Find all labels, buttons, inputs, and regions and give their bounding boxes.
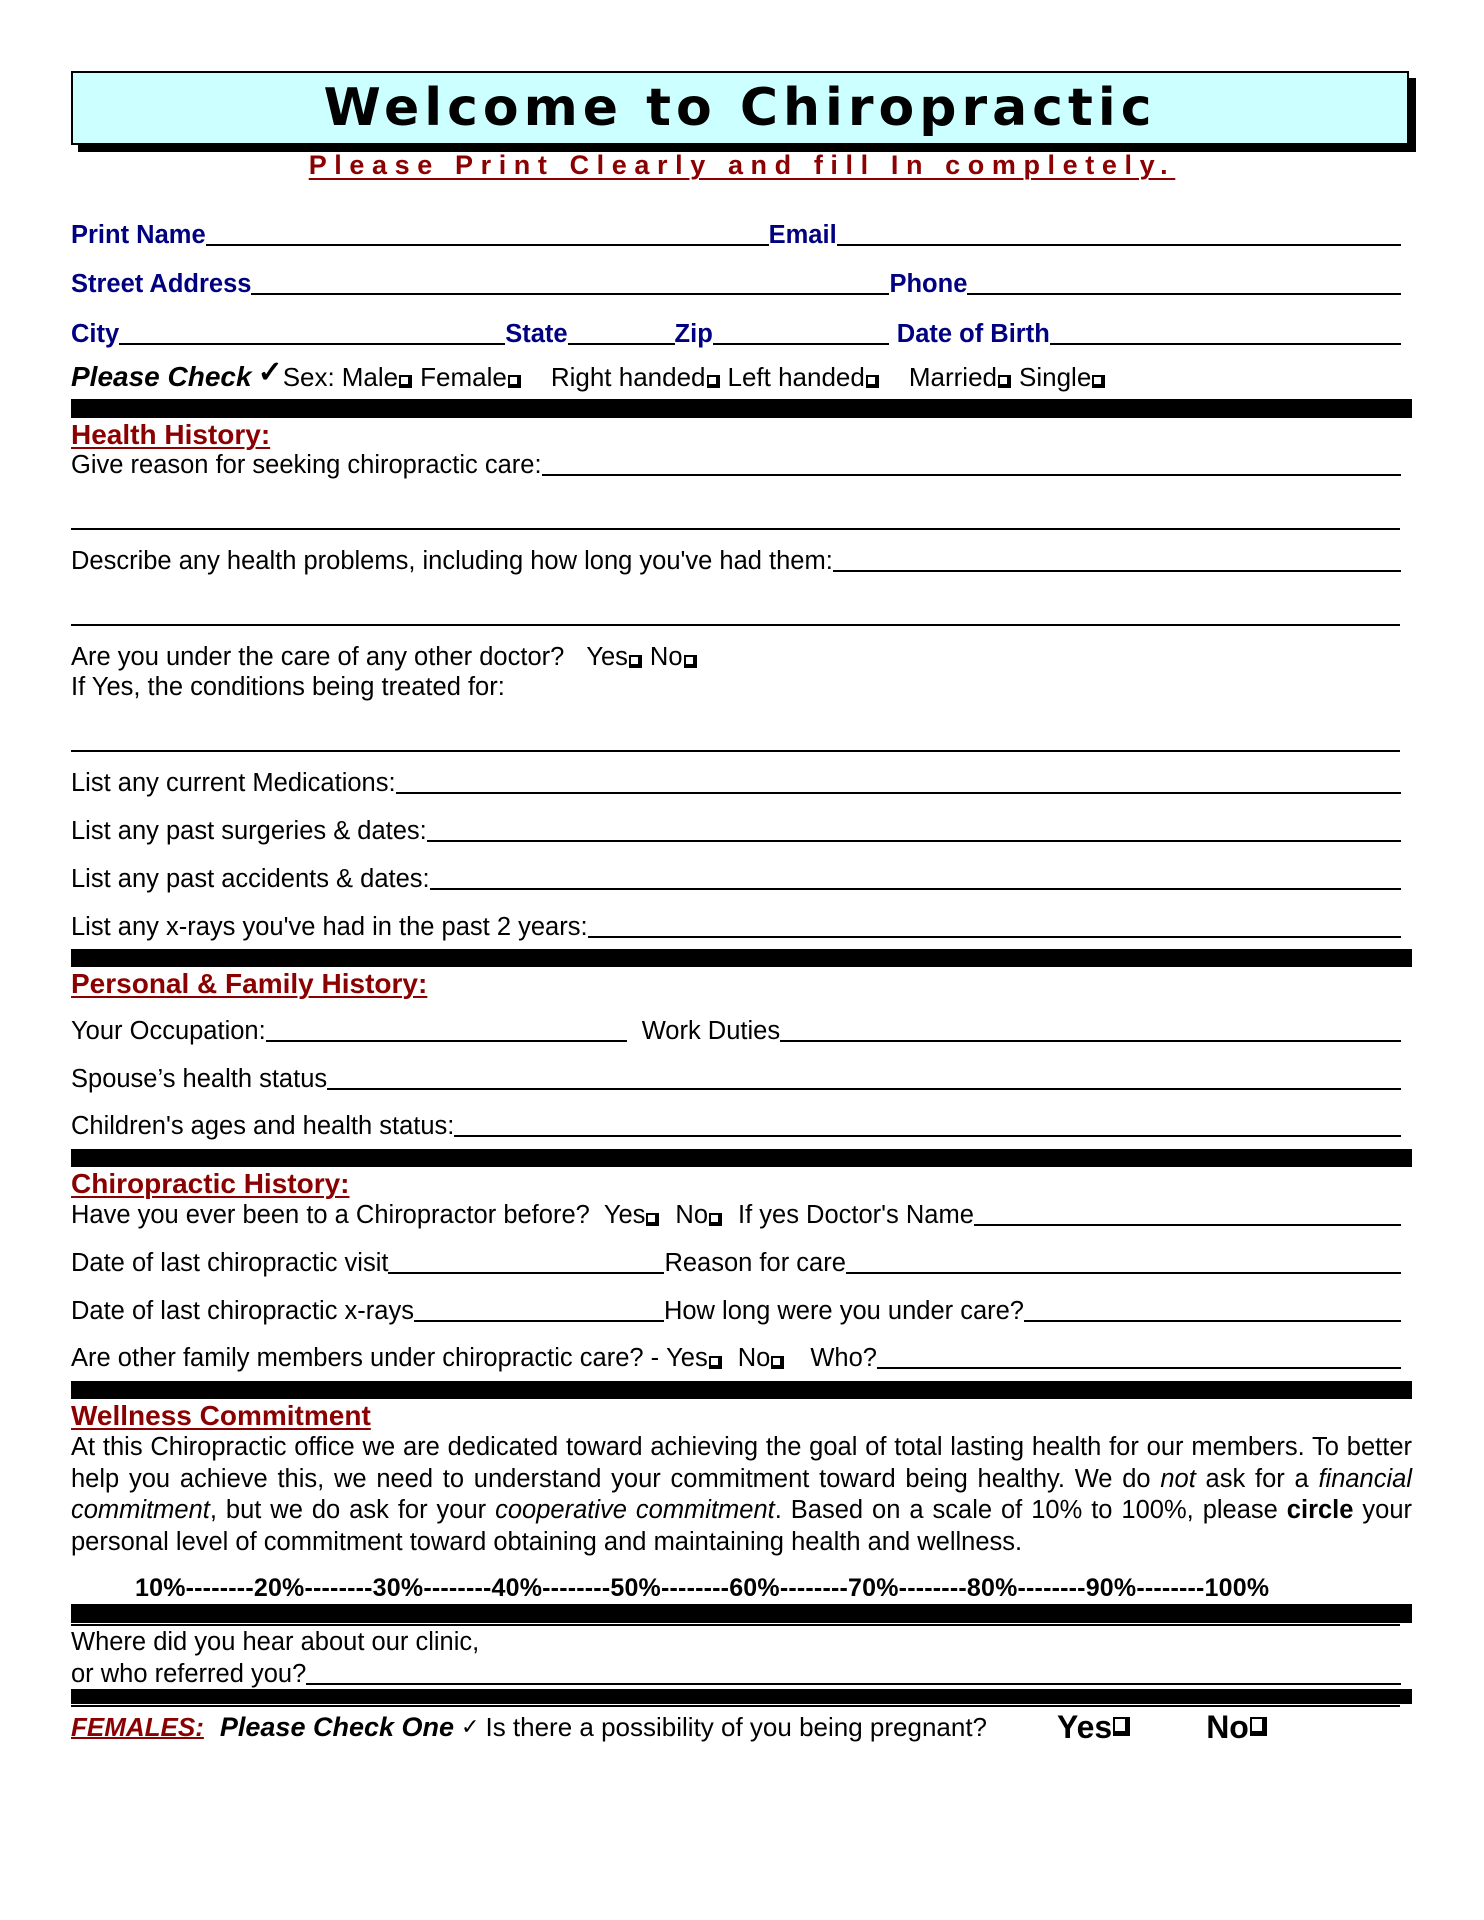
row-pregnancy <box>71 1709 1401 1745</box>
family-members-label: Are other family members under chiropractic care? - <box>71 1344 660 1372</box>
occupation-field[interactable] <box>266 1016 627 1042</box>
row-last-xrays <box>71 1296 1401 1326</box>
single-checkbox[interactable] <box>1092 375 1105 388</box>
other-doctor-yes-label: Yes <box>586 643 628 671</box>
how-long-label: How long were you under care? <box>663 1297 1024 1325</box>
print-name-label: Print Name <box>71 221 206 249</box>
health-problems-label: Describe any health problems, including how long you've had them: <box>71 547 833 575</box>
reason-field-line-2[interactable] <box>71 528 1400 530</box>
checkmark-icon: ✓ <box>257 356 283 389</box>
surgeries-field[interactable] <box>427 816 1401 842</box>
row-name-email <box>71 220 1401 250</box>
street-address-field[interactable] <box>251 269 889 295</box>
doctor-name-label: If yes Doctor's Name <box>738 1201 974 1229</box>
row-spouse <box>71 1064 1401 1094</box>
row-been-before <box>71 1200 1401 1230</box>
row-medications <box>71 768 1401 798</box>
pregnancy-yes-label: Yes <box>1057 1709 1113 1745</box>
referral-label-2: or who referred you? <box>71 1660 307 1688</box>
who-label: Who? <box>810 1344 877 1372</box>
date-of-birth-field[interactable] <box>1050 319 1401 345</box>
referral-label-1: Where did you hear about our clinic, <box>71 1628 480 1656</box>
how-long-field[interactable] <box>1024 1296 1401 1322</box>
zip-field[interactable] <box>713 319 889 345</box>
females-label: FEMALES: <box>71 1712 204 1742</box>
been-before-no-checkbox[interactable] <box>709 1213 722 1226</box>
last-xrays-label: Date of last chiropractic x-rays <box>71 1297 414 1325</box>
title-banner <box>71 71 1409 145</box>
section-divider <box>71 1689 1412 1704</box>
been-before-label: Have you ever been to a Chiropractor before? <box>71 1201 590 1229</box>
male-checkbox[interactable] <box>399 375 412 388</box>
right-handed-checkbox[interactable] <box>707 375 720 388</box>
health-history-heading: Health History: <box>71 419 271 450</box>
row-referral-1 <box>71 1627 1401 1657</box>
pregnancy-question: Is there a possibility of you being pregnant? <box>485 1712 988 1742</box>
health-problems-field-line-2[interactable] <box>71 624 1400 626</box>
email-field[interactable] <box>837 220 1401 246</box>
section-divider <box>71 1149 1412 1167</box>
please-check-one-label: Please Check One <box>219 1712 455 1742</box>
single-label: Single <box>1019 362 1092 392</box>
work-duties-label: Work Duties <box>641 1017 781 1045</box>
family-yes-checkbox[interactable] <box>709 1356 722 1369</box>
children-label: Children's ages and health status: <box>71 1112 455 1140</box>
row-family-members <box>71 1343 1401 1373</box>
date-of-birth-label: Date of Birth <box>896 320 1050 348</box>
section-divider <box>71 399 1412 418</box>
row-reason <box>71 450 1401 480</box>
referral-field[interactable] <box>306 1659 1401 1685</box>
row-last-visit <box>71 1248 1401 1278</box>
row-city-state-zip-dob <box>71 319 1401 349</box>
instructions-subtitle: Please Print Clearly and fill In completely. <box>308 150 1176 180</box>
reason-field[interactable] <box>542 450 1401 476</box>
other-doctor-yes-checkbox[interactable] <box>629 655 642 668</box>
xrays-label: List any x-rays you've had in the past 2 years: <box>71 913 588 941</box>
chiropractic-history-heading: Chiropractic History: <box>71 1168 350 1199</box>
please-check-label: Please Check <box>71 361 252 392</box>
email-label: Email <box>768 221 837 249</box>
female-checkbox[interactable] <box>508 375 521 388</box>
right-handed-label: Right handed <box>550 362 706 392</box>
row-if-yes <box>71 672 1401 702</box>
surgeries-label: List any past surgeries & dates: <box>71 817 427 845</box>
male-label: Male <box>341 362 399 392</box>
doctor-name-field[interactable] <box>974 1200 1401 1226</box>
personal-family-heading: Personal & Family History: <box>71 968 428 999</box>
row-children <box>71 1111 1401 1141</box>
divider-underline <box>71 1624 1400 1626</box>
reason-label: Give reason for seeking chiropractic care: <box>71 451 542 479</box>
accidents-label: List any past accidents & dates: <box>71 865 430 893</box>
last-visit-label: Date of last chiropractic visit <box>71 1249 389 1277</box>
row-other-doctor <box>71 642 1401 672</box>
section-divider <box>71 1604 1412 1623</box>
divider-underline <box>71 1705 1400 1707</box>
female-label: Female <box>420 362 507 392</box>
print-name-field[interactable] <box>206 220 769 246</box>
other-doctor-no-label: No <box>649 643 683 671</box>
medications-field[interactable] <box>396 768 1401 794</box>
row-health-problems <box>71 546 1401 576</box>
other-doctor-label: Are you under the care of any other doctor? <box>71 643 565 671</box>
xrays-field[interactable] <box>588 912 1401 938</box>
state-label: State <box>505 320 568 348</box>
if-yes-label: If Yes, the conditions being treated for: <box>71 673 505 701</box>
other-doctor-no-checkbox[interactable] <box>684 655 697 668</box>
page-title: Welcome to Chiropractic <box>323 78 1157 138</box>
spouse-health-field[interactable] <box>327 1064 1401 1090</box>
family-no-label: No <box>737 1344 771 1372</box>
wellness-paragraph: At this Chiropractic office we are dedicated toward achieving the goal of total lasting health for our members. To better help you achieve this, we need to understand your commitment toward being healthy. We do not ask for a financial commitment, but we do ask for your cooperative commitment. Based on a scale of 10% to 100%, please circle your personal level of commitment toward obtaining and maintaining health and wellness. <box>71 1433 1412 1556</box>
pregnancy-no-checkbox[interactable] <box>1250 1717 1267 1736</box>
state-field[interactable] <box>568 319 675 345</box>
pregnancy-yes-checkbox[interactable] <box>1113 1717 1130 1736</box>
row-please-check <box>71 356 1401 392</box>
been-before-yes-checkbox[interactable] <box>646 1213 659 1226</box>
zip-label: Zip <box>674 320 713 348</box>
row-xrays <box>71 912 1401 942</box>
city-label: City <box>71 320 120 348</box>
row-occupation <box>71 1016 1401 1046</box>
left-handed-checkbox[interactable] <box>866 375 879 388</box>
section-divider <box>71 949 1412 967</box>
row-address-phone <box>71 269 1401 299</box>
wellness-commitment-heading: Wellness Commitment <box>71 1400 371 1431</box>
married-label: Married <box>908 362 997 392</box>
street-address-label: Street Address <box>71 270 252 298</box>
row-accidents <box>71 864 1401 894</box>
last-xrays-field[interactable] <box>414 1296 664 1322</box>
reason-for-care-label: Reason for care <box>664 1249 846 1277</box>
family-yes-label: Yes <box>666 1344 708 1372</box>
left-handed-label: Left handed <box>727 362 865 392</box>
row-referral-2 <box>71 1659 1401 1689</box>
work-duties-field[interactable] <box>780 1016 1401 1042</box>
children-field[interactable] <box>454 1111 1401 1137</box>
accidents-field[interactable] <box>430 864 1401 890</box>
section-divider <box>71 1381 1412 1399</box>
commitment-scale[interactable]: 10%--------20%--------30%--------40%--------50%--------60%--------70%--------80%--------90%--------100% <box>135 1574 1270 1602</box>
occupation-label: Your Occupation: <box>71 1017 266 1045</box>
pregnancy-no-label: No <box>1206 1709 1249 1745</box>
conditions-field[interactable] <box>71 750 1400 752</box>
who-field[interactable] <box>877 1343 1401 1369</box>
checkmark-icon: ✓ <box>461 1714 480 1739</box>
city-field[interactable] <box>119 319 505 345</box>
row-surgeries <box>71 816 1401 846</box>
been-before-no-label: No <box>675 1201 709 1229</box>
health-problems-field[interactable] <box>833 546 1401 572</box>
medications-label: List any current Medications: <box>71 769 396 797</box>
married-checkbox[interactable] <box>998 375 1011 388</box>
last-visit-field[interactable] <box>388 1248 664 1274</box>
reason-for-care-field[interactable] <box>846 1248 1401 1274</box>
sex-label: Sex: <box>282 362 335 392</box>
phone-field[interactable] <box>967 269 1401 295</box>
been-before-yes-label: Yes <box>603 1201 646 1229</box>
spouse-health-label: Spouse’s health status <box>71 1065 328 1093</box>
phone-label: Phone <box>889 270 968 298</box>
family-no-checkbox[interactable] <box>771 1356 784 1369</box>
